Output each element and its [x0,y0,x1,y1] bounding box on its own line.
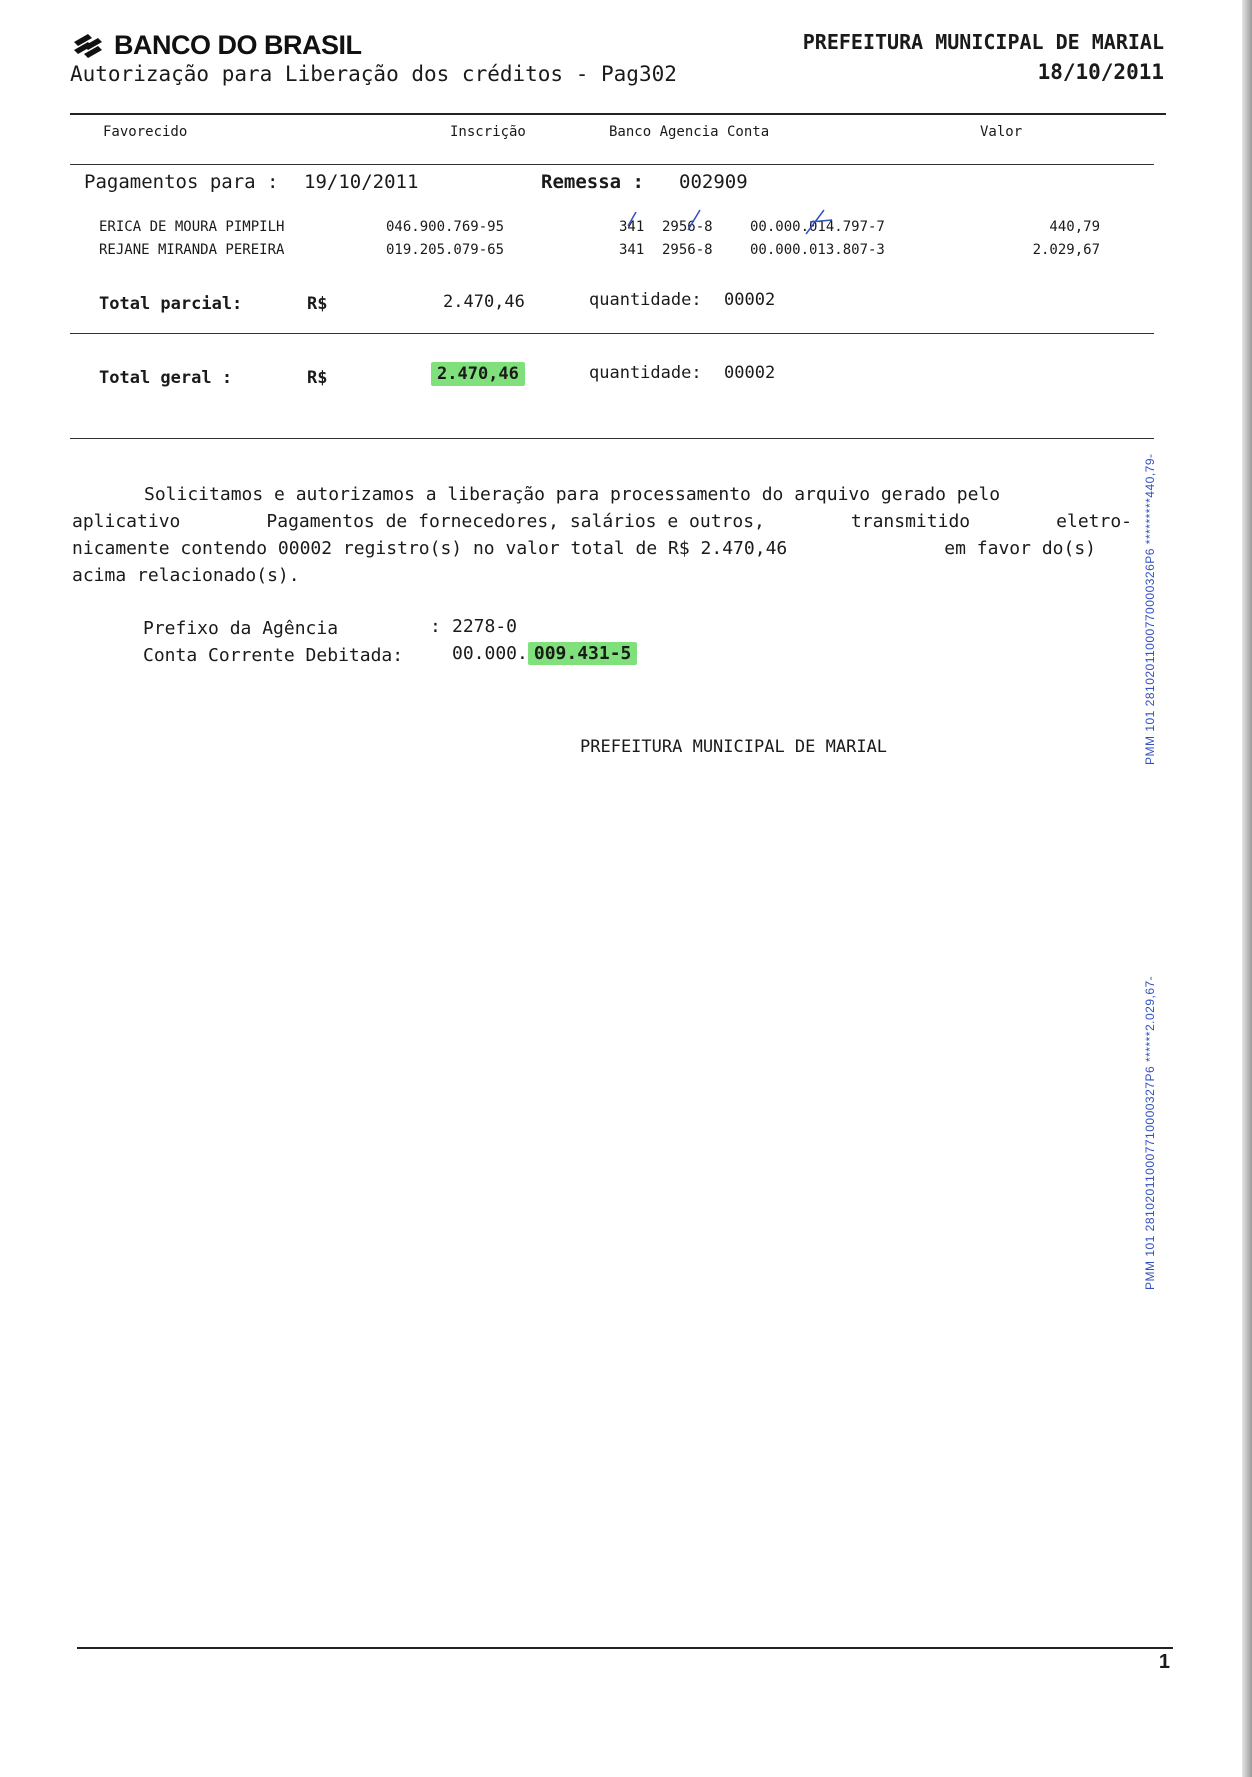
line2-word-1: aplicativo [72,511,181,532]
paragraph-line-1: Solicitamos e autorizamos a liberação para processamento do arquivo gerado pelo [144,484,1001,505]
row2-inscricao: 019.205.079-65 [386,242,505,258]
general-total-value: 2.470,46 [431,362,525,386]
account-prefix: 00.000. [452,643,528,664]
organization-name: PREFEITURA MUNICIPAL DE MARIAL [802,30,1164,54]
remessa-label: Remessa : [541,171,644,193]
row1-valor: 440,79 [1049,219,1100,235]
row1-agencia: 2956-8 [662,219,713,235]
col-favorecido: Favorecido [103,124,188,140]
general-total-label: Total geral : [99,368,233,388]
body-divider [70,438,1154,439]
payments-date: 19/10/2011 [304,171,419,193]
partial-total-currency: R$ [307,294,328,314]
line3-part-a: nicamente contendo 00002 registro(s) no valor total de R$ 2.470,46 [72,538,788,559]
general-qty-label: quantidade: [589,363,702,383]
row1-conta: 00.000.014.797-7 [750,219,885,235]
general-qty-value: 00002 [724,363,776,383]
footer-divider [77,1647,1173,1649]
document-title: Autorização para Liberação dos créditos - Pag302 [70,62,677,86]
account-number [452,643,637,664]
account-label: Conta Corrente Debitada: [143,645,404,666]
handwritten-check-marks [610,208,870,238]
row2-agencia: 2956-8 [662,242,713,258]
signature-organization: PREFEITURA MUNICIPAL DE MARIAL [580,737,888,757]
line3-part-b: em favor do(s) [944,538,1096,559]
row2-banco: 341 [619,242,645,258]
header-divider [70,113,1166,115]
row2-valor: 2.029,67 [1032,242,1100,258]
account-highlight: 009.431-5 [528,642,638,665]
col-banco-agencia-conta: Banco Agencia Conta [609,124,770,140]
agency-label: Prefixo da Agência [143,618,339,639]
general-total-value-highlight [431,364,525,384]
agency-separator: : [430,616,441,637]
row1-inscricao: 046.900.769-95 [386,219,505,235]
bank-logo [70,30,362,61]
row2-name: REJANE MIRANDA PEREIRA [99,242,285,258]
partial-qty-label: quantidade: [589,290,702,310]
authorization-paragraph [72,481,1132,589]
payments-label: Pagamentos para : [84,171,279,193]
general-total-currency: R$ [307,368,328,388]
bank-name: BANCO DO BRASIL [114,30,362,60]
side-stamp-1: PMM 101 28102011000770000326P6 *********440,79- [1143,453,1157,765]
partial-total-label: Total parcial: [99,294,243,314]
col-valor: Valor [980,124,1023,140]
line2-word-4: eletro- [1056,511,1132,532]
side-stamp-2: PMM 101 281020110007710000327P6 ******2.029,67- [1143,975,1157,1290]
banco-do-brasil-logo-icon [70,32,106,60]
partial-qty-value: 00002 [724,290,776,310]
agency-value: 2278-0 [452,616,518,637]
row1-banco: 341 [619,219,645,235]
scan-edge [1242,0,1252,1777]
paragraph-line-4: acima relacionado(s). [72,565,300,586]
col-inscricao: Inscrição [450,124,526,140]
page-number: 1 [1158,1651,1170,1673]
partial-total-value: 2.470,46 [443,292,525,312]
paragraph-line-2 [72,508,1132,535]
totals-divider [70,333,1154,334]
document-date: 18/10/2011 [1037,60,1164,84]
row1-name: ERICA DE MOURA PIMPILH [99,219,285,235]
remessa-value: 002909 [679,171,748,193]
line2-word-3: transmitido [850,511,971,532]
table-header-divider [70,164,1154,165]
paragraph-line-3 [72,535,1132,562]
row2-conta: 00.000.013.807-3 [750,242,885,258]
line2-word-2: Pagamentos de fornecedores, salários e outros, [266,511,765,532]
